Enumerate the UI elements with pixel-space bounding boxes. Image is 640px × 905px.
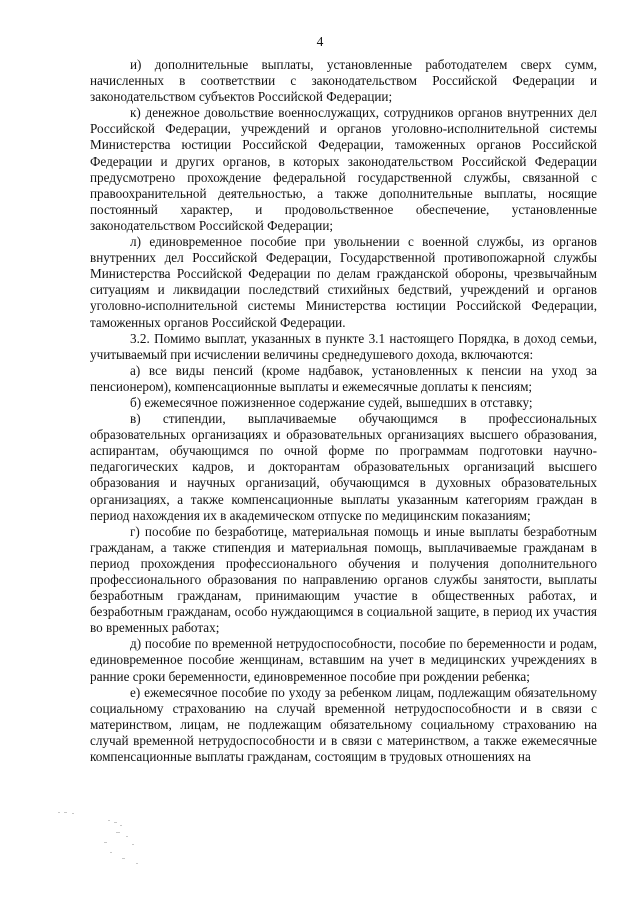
page-number: 4 — [316, 34, 324, 49]
paragraph-k: к) денежное довольствие военнослужащих, сотрудников органов внутренних дел Российской Федерации, учреждений и органов уголовно-исполнительной системы Министерства юстиции Российской Федерации, таможенных органов Российской Федерации и других органов, в которых законодательством Российской Федерации предусмотрено прохождение федеральной государственной службы, связанной с правоохранительной деятельностью, а также дополнительные выплаты, носящие постоянный характер, и продовольственное обеспечение, установленные законодательством Российской Федерации; — [90, 105, 597, 233]
paragraph-e: е) ежемесячное пособие по уходу за ребенком лицам, подлежащим обязательному социальному страхованию на случай временной нетрудоспособности и в связи с материнством, лицам, не подлежащим обязательному социальному страхованию на случай временной нетрудоспособности и в связи с материнством, а также ежемесячные компенсационные выплаты гражданам, состоящим в трудовых отношениях на — [90, 684, 597, 765]
paragraph-v: в) стипендии, выплачиваемые обучающимся в профессиональных образовательных организациях и образовательных организациях высшего образования, аспирантам, обучающимся по очной форме по программам подготовки научно-педагогических кадров, и докторантам образовательных организаций высшего образования и научных организаций, обучающимся в духовных образовательных организациях, а также компенсационные выплаты указанным категориям граждан в период нахождения их в академическом отпуске по медицинским показаниям; — [90, 411, 597, 523]
paragraph-3-2: 3.2. Помимо выплат, указанных в пункте 3.1 настоящего Порядка, в доход семьи, учитываемый при исчислении величины среднедушевого дохода, включаются: — [90, 330, 597, 362]
document-body — [90, 57, 597, 765]
paragraph-a: а) все виды пенсий (кроме надбавок, установленных к пенсии на уход за пенсионером), компенсационные выплаты и ежемесячные доплаты к пенсиям; — [90, 362, 597, 394]
paragraph-g: г) пособие по безработице, материальная помощь и иные выплаты безработным гражданам, а также стипендия и материальная помощь, выплачиваемые гражданам в период прохождения профессионального обучения и получения дополнительного профессионального образования по направлению органов службы занятости, выплаты безработным гражданам, принимающим участие в общественных работах, и безработным гражданам, особо нуждающимся в социальной защите, в период их участия во временных работах; — [90, 523, 597, 636]
scan-artifact — [48, 800, 158, 880]
paragraph-d: д) пособие по временной нетрудоспособности, пособие по беременности и родам, единовременное пособие женщинам, вставшим на учет в медицинских учреждениях в ранние сроки беременности, единовременное пособие при рождении ребенка; — [90, 636, 597, 684]
paragraph-l: л) единовременное пособие при увольнении с военной службы, из органов внутренних дел Российской Федерации, Государственной противопожарной службы Министерства Российской Федерации по делам гражданской обороны, чрезвычайным ситуациям и ликвидации последствий стихийных бедствий, учреждений и органов уголовно-исполнительной системы Министерства юстиции Российской Федерации, таможенных органов Российской Федерации. — [90, 234, 597, 330]
paragraph-i: и) дополнительные выплаты, установленные работодателем сверх сумм, начисленных в соответствии с законодательством Российской Федерации и законодательством субъектов Российской Федерации; — [90, 57, 597, 105]
paragraph-b: б) ежемесячное пожизненное содержание судей, вышедших в отставку; — [130, 394, 533, 410]
